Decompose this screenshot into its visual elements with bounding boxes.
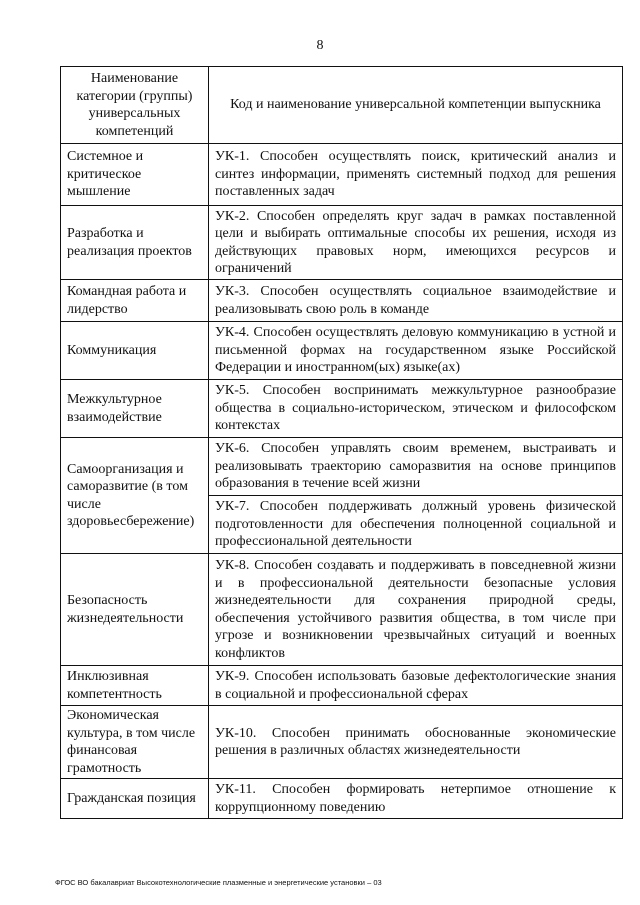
competence-cell: УК-5. Способен воспринимать межкультурное разнообразие общества в социально-историческом, этическом и философском контекстах (209, 380, 623, 438)
competence-cell: УК-9. Способен использовать базовые дефектологические знания в социальной и профессиональной сферах (209, 666, 623, 706)
table-row (61, 554, 623, 666)
category-cell: Разработка и реализация проектов (61, 206, 209, 280)
table-row (61, 322, 623, 380)
category-cell: Межкультурное взаимодействие (61, 380, 209, 438)
table-row (61, 706, 623, 779)
category-cell: Коммуникация (61, 322, 209, 380)
table-row (61, 380, 623, 438)
page-number: 8 (316, 38, 324, 53)
category-cell: Командная работа и лидерство (61, 280, 209, 322)
competence-cell: УК-1. Способен осуществлять поиск, критический анализ и синтез информации, применять системный подход для решения поставленных задач (209, 144, 623, 206)
competence-cell: УК-11. Способен формировать нетерпимое отношение к коррупционному поведению (209, 779, 623, 819)
table-row (61, 666, 623, 706)
table-row (61, 144, 623, 206)
category-cell: Безопасность жизнедеятельности (61, 554, 209, 666)
footer-standard-name: ФГОС ВО бакалавриат Высокотехнологические плазменные и энергетические установки – 03 (55, 878, 382, 887)
table-header-row (61, 67, 623, 144)
category-cell: Инклюзивная компетентность (61, 666, 209, 706)
competence-cell: УК-8. Способен создавать и поддерживать в повседневной жизни и в профессиональной деятельности безопасные условия жизнедеятельности для сохранения природной среды, обеспечения устойчивого развития общества, в том числе при угрозе и возникновении чрезвычайных ситуаций и военных конфликтов (209, 554, 623, 666)
category-cell: Системное и критическое мышление (61, 144, 209, 206)
competence-cell: УК-6. Способен управлять своим временем, выстраивать и реализовывать траекторию саморазвития на основе принципов образования в течение всей жизни (209, 438, 623, 496)
competences-table (60, 66, 623, 819)
competence-cell: УК-4. Способен осуществлять деловую коммуникацию в устной и письменной формах на государственном языке Российской Федерации и иностранном(ых) языке(ах) (209, 322, 623, 380)
competence-cell: УК-3. Способен осуществлять социальное взаимодействие и реализовывать свою роль в команде (209, 280, 623, 322)
table-row (61, 438, 623, 496)
category-cell: Самоорганизация и саморазвитие (в том числе здоровьесбережение) (61, 438, 209, 554)
table-row (61, 206, 623, 280)
competence-cell: УК-7. Способен поддерживать должный уровень физической подготовленности для обеспечения полноценной социальной и профессиональной деятельности (209, 496, 623, 554)
category-cell: Гражданская позиция (61, 779, 209, 819)
header-category: Наименование категории (группы) универсальных компетенций (61, 67, 209, 144)
competence-cell: УК-2. Способен определять круг задач в рамках поставленной цели и выбирать оптимальные способы их решения, исходя из действующих правовых норм, имеющихся ресурсов и ограничений (209, 206, 623, 280)
table-row (61, 280, 623, 322)
table-row (61, 779, 623, 819)
competence-cell: УК-10. Способен принимать обоснованные экономические решения в различных областях жизнедеятельности (209, 706, 623, 779)
category-cell: Экономическая культура, в том числе финансовая грамотность (61, 706, 209, 779)
header-competence: Код и наименование универсальной компетенции выпускника (209, 67, 623, 144)
